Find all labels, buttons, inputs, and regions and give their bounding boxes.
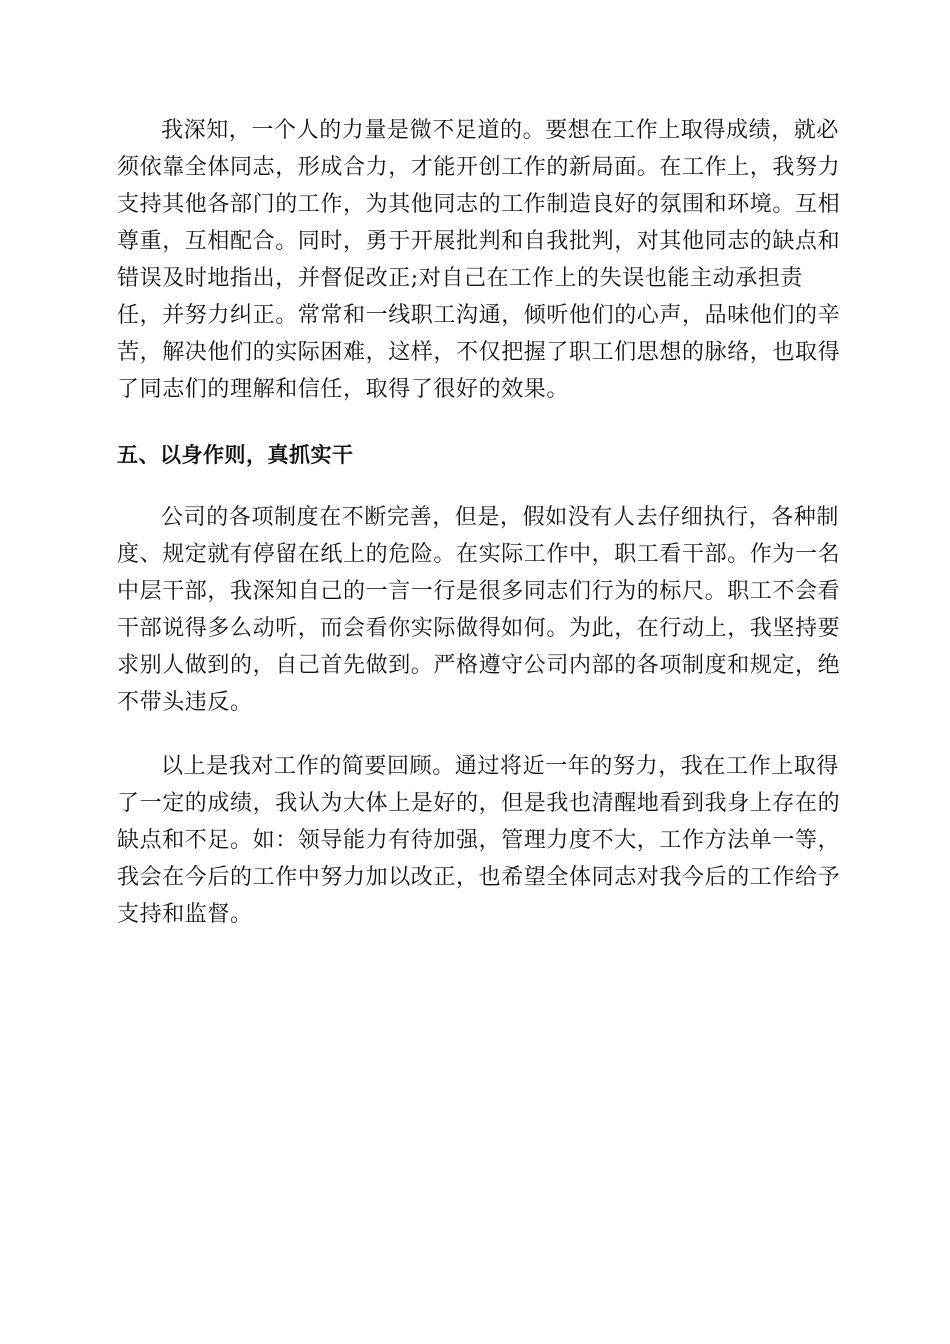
paragraph-line: 支持和监督。 bbox=[117, 902, 253, 927]
paragraph-line: 中层干部，我深知自己的一言一行是很多同志们行为的标尺。职工不会看 bbox=[117, 579, 841, 604]
paragraph-line: 不带头违反。 bbox=[117, 690, 253, 715]
paragraph-line: 公司的各项制度在不断完善，但是，假如没有人去仔细执行，各种制 bbox=[161, 505, 840, 530]
section-heading: 五、以身作则，真抓实干 bbox=[117, 443, 354, 467]
paragraph-line: 尊重，互相配合。同时，勇于开展批判和自我批判，对其他同志的缺点和 bbox=[117, 229, 841, 254]
paragraph-teamwork bbox=[117, 112, 841, 408]
paragraph-line: 任，并努力纠正。常常和一线职工沟通，倾听他们的心声，品味他们的辛 bbox=[117, 303, 841, 328]
paragraph-line: 须依靠全体同志，形成合力，才能开创工作的新局面。在工作上，我努力 bbox=[117, 155, 841, 180]
paragraph-line: 我深知，一个人的力量是微不足道的。要想在工作上取得成绩，就必 bbox=[161, 118, 840, 143]
paragraph-lead-by-example bbox=[117, 499, 841, 721]
paragraph-line: 我会在今后的工作中努力加以改正，也希望全体同志对我今后的工作给予 bbox=[117, 865, 841, 890]
paragraph-line: 错误及时地指出，并督促改正;对自己在工作上的失误也能主动承担责 bbox=[117, 266, 804, 291]
paragraph-line: 支持其他各部门的工作，为其他同志的工作制造良好的氛围和环境。互相 bbox=[117, 192, 841, 217]
paragraph-line: 求别人做到的，自己首先做到。严格遵守公司内部的各项制度和规定，绝 bbox=[117, 653, 841, 678]
document-body bbox=[117, 112, 841, 933]
paragraph-line: 了一定的成绩，我认为大体上是好的，但是我也清醒地看到我身上存在的 bbox=[117, 791, 841, 816]
paragraph-line: 苦，解决他们的实际困难，这样，不仅把握了职工们思想的脉络，也取得 bbox=[117, 340, 841, 365]
paragraph-line: 以上是我对工作的简要回顾。通过将近一年的努力，我在工作上取得 bbox=[161, 754, 840, 779]
paragraph-line: 度、规定就有停留在纸上的危险。在实际工作中，职工看干部。作为一名 bbox=[117, 542, 841, 567]
paragraph-line: 干部说得多么动听，而会看你实际做得如何。为此，在行动上，我坚持要 bbox=[117, 616, 841, 641]
paragraph-line: 了同志们的理解和信任，取得了很好的效果。 bbox=[117, 377, 570, 402]
paragraph-summary bbox=[117, 748, 841, 933]
paragraph-line: 缺点和不足。如：领导能力有待加强，管理力度不大，工作方法单一等， bbox=[117, 828, 841, 853]
